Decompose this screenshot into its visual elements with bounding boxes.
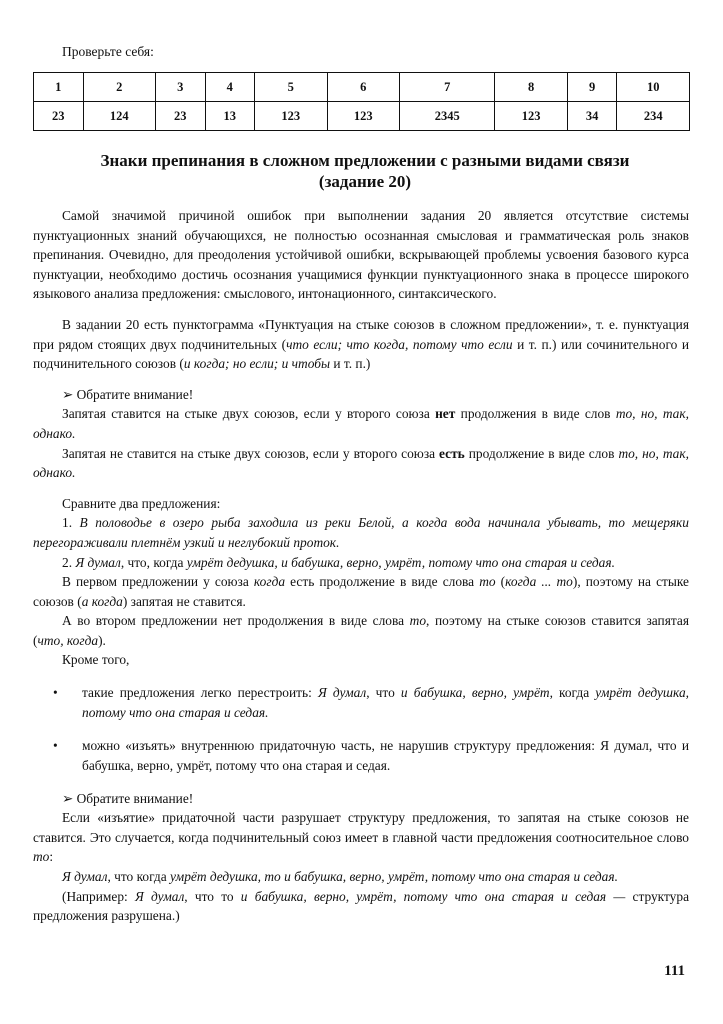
text-segment: ), поэтому на стыке союзов ( <box>33 574 689 609</box>
paragraph <box>33 513 689 552</box>
answer-table-value-cell: 2345 <box>400 102 495 131</box>
paragraph <box>33 808 689 867</box>
text-segment: , что <box>366 685 401 701</box>
bullet-item <box>53 736 689 775</box>
page-number: 111 <box>664 963 685 979</box>
text-segment: продолжения в виде слов <box>455 406 616 422</box>
paragraph <box>33 887 689 926</box>
text-segment: Самой значимой причиной ошибок при выполнении задания 20 является отсутствие системы пунктуационных знаний обучающихся, не полностью осознанная смысловая и грамматическая роль знаков препинания. Очевидно, для преодоления устойчивой ошибки, вскрывающей проблемы усвоения базового курса пунктуации, необходимо достичь осознания учащимися функции пунктуационного знака в процессе широкого языкового анализа предложения: смыслового, интонационного, синтаксического. <box>33 208 689 302</box>
italic-text: и бабушка, верно, умрёт, потому что она старая и седая — <box>240 888 626 904</box>
text-segment: , что когда <box>107 868 171 884</box>
italic-text: то <box>33 849 50 865</box>
answer-table-value-row <box>34 102 690 131</box>
section-title-subline: (задание 20) <box>318 172 412 191</box>
italic-text: умрёт дедушка, и бабушка, верно, умрёт, потому что она старая и седая. <box>186 554 615 570</box>
text-segment: есть продолжение в виде слова <box>285 574 480 590</box>
answer-table-value-cell: 23 <box>34 102 84 131</box>
text-segment: и т. п.) <box>330 356 371 372</box>
italic-text: Я думал <box>75 554 121 570</box>
bullet-item <box>53 683 689 722</box>
text-segment: 2. <box>62 554 76 570</box>
answer-table <box>33 72 690 131</box>
answer-table-header-cell: 3 <box>156 73 206 102</box>
answer-table-value-cell: 123 <box>255 102 327 131</box>
italic-text: когда <box>253 574 286 590</box>
paragraph <box>33 404 689 443</box>
italic-text: и когда; но если; и чтобы <box>183 356 331 372</box>
italic-text: умрёт дедушка, то и бабушка, верно, умрёт, потому что она старая и седая. <box>170 868 618 884</box>
italic-text: что, когда <box>37 632 99 648</box>
paragraph <box>33 315 689 374</box>
answer-table-value-cell: 124 <box>83 102 155 131</box>
text-segment: Сравните два предложения: <box>62 495 221 511</box>
answer-table-value-cell: 123 <box>495 102 567 131</box>
italic-text: то, но, так, однако. <box>33 445 689 481</box>
paragraph <box>33 650 689 670</box>
italic-text: Я думал <box>62 868 108 884</box>
text-segment: , что то <box>184 888 241 904</box>
answer-table-value-cell: 34 <box>567 102 617 131</box>
text-segment: Запятая не ставится на стыке двух союзов, если у второго союза <box>62 445 440 461</box>
answer-table-header-row <box>34 73 690 102</box>
text-segment: ➢ Обратите внимание! <box>62 386 194 402</box>
answer-table-value-cell: 123 <box>327 102 399 131</box>
italic-text: умрёт дедушка, потому что она старая и седая. <box>82 685 690 721</box>
bold-text: есть <box>439 445 465 461</box>
text-segment: , что, когда <box>120 554 187 570</box>
check-yourself-label: Проверьте себя: <box>62 44 154 59</box>
italic-text: то <box>409 613 427 629</box>
answer-table-value-cell: 23 <box>156 102 206 131</box>
answer-table-header-cell: 1 <box>34 73 84 102</box>
section-title <box>40 150 690 192</box>
answer-table-value-cell: 13 <box>205 102 255 131</box>
paragraph <box>33 385 689 405</box>
text-segment: (Например: <box>62 888 135 904</box>
italic-text: Я думал <box>134 888 185 904</box>
answer-table-header-cell: 4 <box>205 73 255 102</box>
italic-text: то, но, так, однако. <box>33 406 689 441</box>
text-segment: продолжение в виде слов <box>464 445 619 461</box>
italic-text: и бабушка, верно, умрёт <box>400 685 550 701</box>
italic-text: В половодье в озеро рыба заходила из реки Белой, а когда вода начинала убывать, то мещеряки перегораживали плетнём узкий и неглубокий проток. <box>33 515 689 550</box>
answer-table-value-cell: 234 <box>617 102 690 131</box>
text-segment: структура предложения разрушена.) <box>33 888 690 924</box>
body-text <box>33 206 689 926</box>
answer-table-header-cell: 7 <box>400 73 495 102</box>
text-segment: такие предложения легко перестроить: <box>82 685 318 701</box>
italic-text: что если; что когда, потому что если <box>286 336 513 352</box>
italic-text: то <box>479 574 496 590</box>
text-segment: Запятая ставится на стыке двух союзов, если у второго союза <box>62 406 436 422</box>
answer-table-header-cell: 2 <box>83 73 155 102</box>
italic-text: а когда <box>81 593 123 609</box>
text-segment: А во втором предложении нет продолжения в виде слова <box>62 613 410 629</box>
text-segment: 1. <box>62 515 80 531</box>
answer-table-header-cell: 6 <box>327 73 399 102</box>
text-segment: ) запятая не ставится. <box>122 593 246 609</box>
section-title-line: Знаки препинания в сложном предложении с разными видами связи <box>100 151 630 170</box>
italic-text: когда ... то <box>505 574 573 590</box>
text-segment: ➢ Обратите внимание! <box>62 790 194 806</box>
answer-table-header-cell: 9 <box>567 73 617 102</box>
paragraph <box>33 572 689 611</box>
bold-text: нет <box>435 406 456 422</box>
text-segment: , поэтому на стыке союзов ставится запятая ( <box>33 613 689 648</box>
paragraph <box>33 553 689 573</box>
paragraph <box>33 867 689 887</box>
answer-table-header-cell: 5 <box>255 73 327 102</box>
paragraph <box>33 494 689 514</box>
text-segment: В задании 20 есть пунктограмма «Пунктуация на стыке союзов в сложном предложении», т. е. пунктуация при рядом стоящих двух подчинительных ( <box>33 316 689 352</box>
text-segment: : <box>49 849 54 865</box>
text-segment: ( <box>495 574 506 590</box>
text-segment: ). <box>98 632 106 648</box>
answer-table-header-cell: 8 <box>495 73 567 102</box>
italic-text: Я думал <box>317 685 367 701</box>
text-segment: и т. п.) или сочинительного и подчинительного союзов ( <box>33 336 689 372</box>
text-segment: , когда <box>549 685 596 701</box>
text-segment: можно «изъять» внутреннюю придаточную часть, не нарушив структуру предложения: Я думал, что и бабушка, верно, умрёт, потому что она старая и седая. <box>82 738 689 773</box>
paragraph <box>33 789 689 809</box>
paragraph <box>33 611 689 650</box>
answer-table-header-cell: 10 <box>617 73 690 102</box>
text-segment: Если «изъятие» придаточной части разрушает структуру предложения, то запятая на стыке союзов не ставится. Это случается, когда подчинительный союз имеет в главной части предложения соотносительное слово <box>33 810 689 845</box>
paragraph <box>33 206 689 304</box>
text-segment: В первом предложении у союза <box>62 574 254 590</box>
paragraph <box>33 444 689 483</box>
text-segment: Кроме того, <box>62 652 130 668</box>
